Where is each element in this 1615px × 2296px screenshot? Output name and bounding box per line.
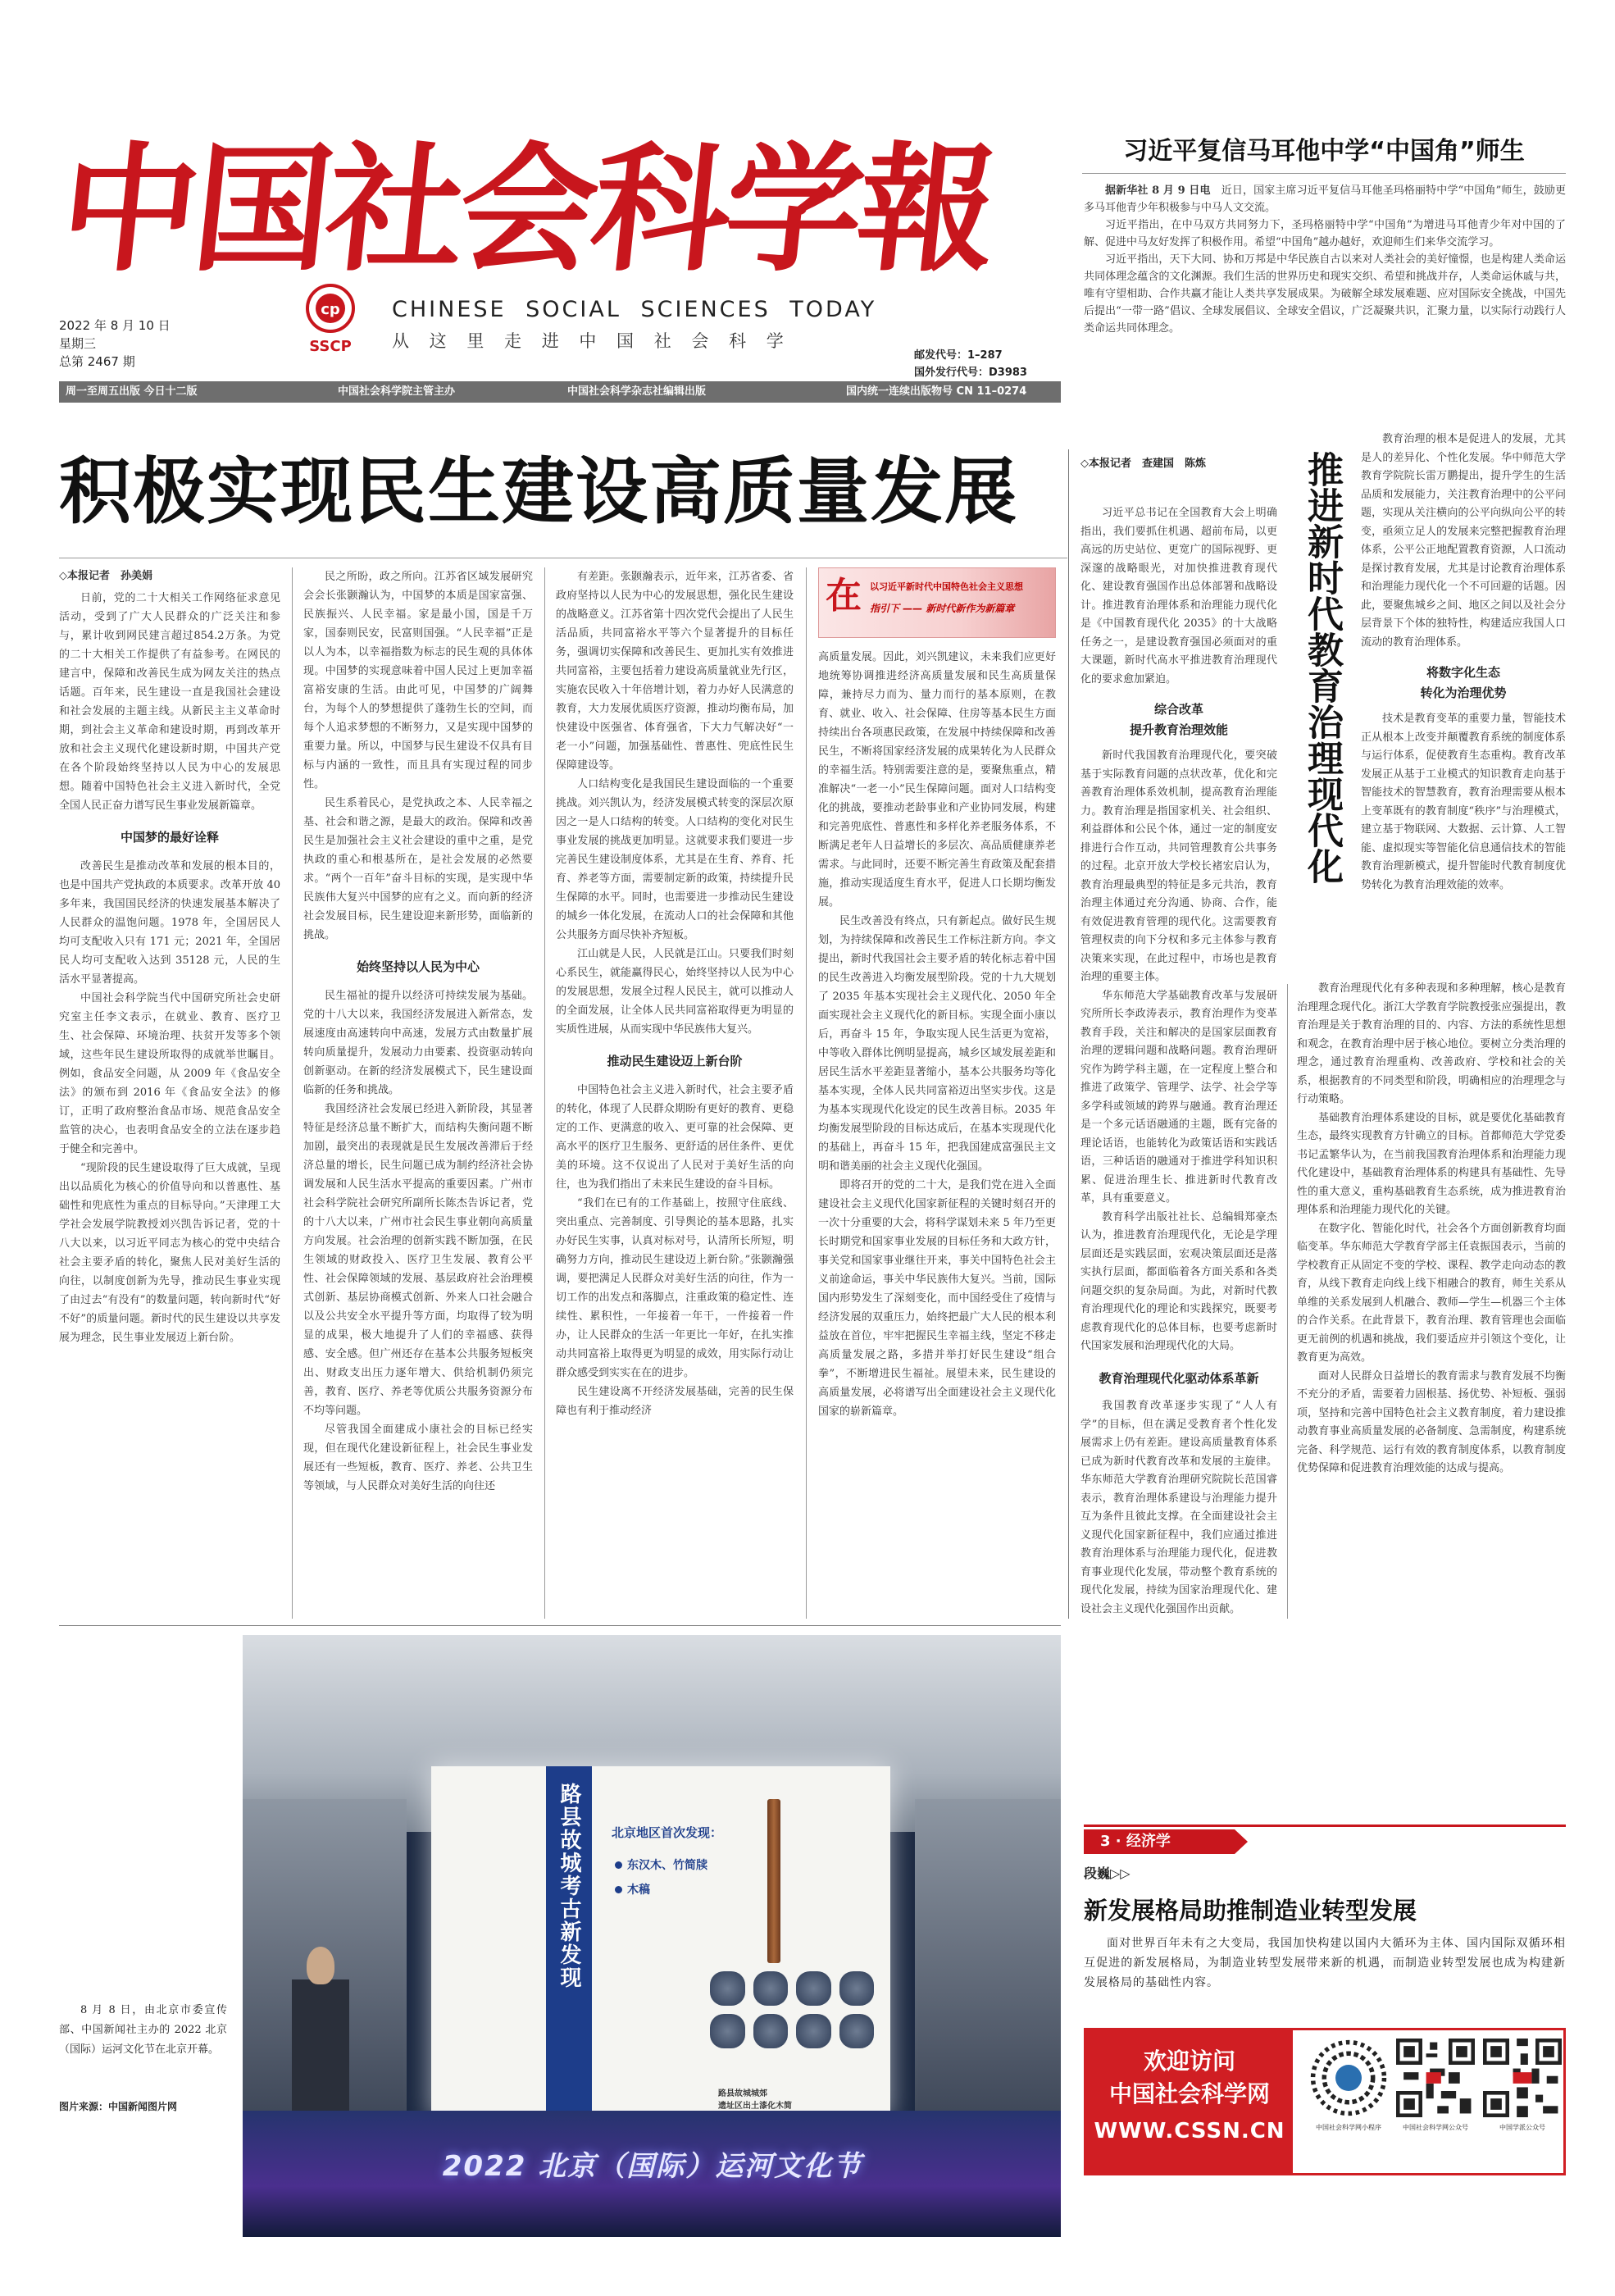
main-subhead-2: 始终坚持以人民为中心: [356, 959, 480, 974]
postal-code: 邮发代号：1–287: [914, 349, 1003, 362]
main-c3e: “我们在已有的工作基础上，按照守住底线、突出重点、完善制度、引导舆论的基本思路，扎实办好民生实事，认真对标对号，认清所长所短，明确努力方向，推动民生建设迈上新台阶。”张颢瀚强调，要把满足人民群众对美好生活的向往，作为一切工作的出发点和落脚点，注重政策的稳定性、连续性、累积性，一年接着一年干，一件接着一件办，让人民群众的生活一年更比一年好，在扎实推动共同富裕上取得更为明显的成效，用实际行动让群众感受到实实在在的进步。: [556, 1197, 794, 1379]
econ-tag-text: 3 · 经济学: [1100, 1833, 1171, 1850]
col-divider: [1287, 984, 1288, 1619]
podium: [292, 1979, 349, 2111]
qr-code-icon: [1396, 2039, 1475, 2117]
main-col-1: [59, 567, 280, 1619]
promo-banner: [818, 567, 1056, 638]
artifact-image: [796, 2014, 831, 2048]
main-subhead-1: 中国梦的最好诠释: [120, 830, 219, 845]
news-photo: [243, 1635, 1061, 2237]
article2-b4: 基础教育治理体系建设的目标，就是要优化基础教育生态，最终实现教育方针确立的目标。首都师范大学党委书记孟繁华认为，在当前我国教育治理体系和治理能力现代化建设中，基础教育治理体系的构建具有基础性、先导性的重大意义，重构基础教育生态系统，成为推进教育治理体系和治理能力现代化的关键。: [1297, 1111, 1566, 1216]
main-byline: ◇本报记者 孙美娟: [59, 570, 152, 582]
main-headline: 积极实现民生建设高质量发展: [59, 449, 1019, 534]
econ-title: 新发展格局助推制造业转型发展: [1084, 1897, 1417, 1925]
col-divider: [544, 567, 545, 1619]
artifact-image: [753, 1971, 789, 2006]
section-divider: [1068, 449, 1069, 1619]
article2-subhead-3b: 转化为治理优势: [1420, 685, 1507, 700]
main-col-3: [556, 567, 794, 1619]
promo-line-1: 以习近平新时代中国特色社会主义思想: [870, 581, 1023, 592]
promo-char: 在: [826, 575, 862, 617]
article2-b6: 面对人民群众日益增长的教育需求与教育发展不均衡不充分的矛盾，需要着力固根基、扬优势、补短板、强弱项，坚持和完善中国特色社会主义教育制度，着力建设推动教育事业高质量发展的必备制度、急需制度，构建系统完备、科学规范、运行有效的教育制度体系，以教育制度优势保障和促进教育治理效能的达成与提高。: [1297, 1369, 1566, 1474]
bullet-dot-icon: [615, 1886, 622, 1893]
stage-screen: [431, 1766, 890, 2119]
board-bullet-1-text: 东汉木、竹简牍: [627, 1859, 707, 1872]
top-bar-schedule: 周一至周五出版 今日十二版: [66, 385, 198, 398]
issue-number: 总第 2467 期: [59, 354, 135, 369]
main-c4a: 高质量发展。因此，刘兴凯建议，未来我们应更好地统筹协调推进经济高质量发展和民生高质量保障，兼持尽力而为、量力而行的基本原则，在教育、就业、收入、社会保障、住房等基本民生方面持续出台各项惠民政策，在发展中持续保障和改善民生，不断将国家经济发展的成果转化为人民群众的幸福生活。特别需要注意的是，要聚焦重点，精准解决“一老一小”民生保障问题。面对人口结构变化的挑战，要推动老龄事业和产业协同发展，构建和完善兜底性、普惠性和多样化养老服务体系，不断满足老年人日益增长的多层次、高品质健康养老需求。与此同时，还要不断完善生育政策及配套措施，推动实现适度生育水平，促进人口长期均衡发展。: [818, 651, 1056, 909]
main-c3d: 中国特色社会主义进入新时代，社会主要矛盾的转化，体现了人民群众期盼有更好的教育、更稳定的工作、更满意的收入、更可靠的社会保障、更高水平的医疗卫生服务、更舒适的居住条件、更优美的环境。这不仅说出了人民对于美好生活的向往，也为我们指出了未来民生建设的奋斗目标。: [556, 1084, 794, 1191]
speaker: [307, 1947, 334, 1984]
photo-caption: 8 月 8 日，由北京市委宣传部、中国新闻社主办的 2022 北京（国际）运河文化节在北京开幕。: [59, 2004, 227, 2056]
promo-line-2: 指引下 —— 新时代新作为新篇章: [870, 603, 1015, 614]
main-subhead-3: 推动民生建设迈上新台阶: [607, 1054, 743, 1068]
article2-byline: ◇本报记者 查建国 陈炼: [1080, 458, 1206, 470]
top-bar-publisher: 中国社会科学杂志社编辑出版: [567, 385, 707, 398]
ad-line-2: 中国社会科学网: [1108, 2080, 1270, 2107]
article2-title: 推进新时代教育治理现代化: [1301, 451, 1343, 884]
econ-tag: [1084, 1824, 1566, 1851]
photo-credit: 图片来源：中国新闻图片网: [59, 2101, 178, 2112]
top-story-p2: 习近平指出，在中马双方共同努力下，圣玛格丽特中学“中国角”为增进马耳他青少年对中国的了解、促进中马友好发挥了积极作用。希望“中国角”越办越好，欢迎师生们来华交流学习。: [1084, 219, 1566, 248]
econ-section: 段巍▷▷: [1084, 1866, 1130, 1881]
artifact-image: [796, 1971, 831, 2006]
ad-red-block: [1086, 2030, 1293, 2173]
article2-a3: 华东师范大学基础教育改革与发展研究所所长李政涛表示，教育治理作为变革教育手段，关注和解决的是国家层面教育治理的逻辑问题和战略问题。教育治理研究作为跨学科主题，在一定程度上整合和推进了政策学、管理学、法学、社会学等多学科或领域的跨界与融通。教育治理还是一个多元话语融通的主题，既有完备的理论话语，也能转化为政策话语和实践话语，三种话语的融通对于推进学科知识积累、促进治理生长、推进新时代教育改革，具有重要意义。: [1080, 989, 1277, 1205]
main-c2b: 民生系着民心，是党执政之本、人民幸福之基、社会和谐之源，是最大的政治。保障和改善民生是加强社会主义社会建设的重中之重，是党执政的重心和根基所在，是社会发展的必然要求。“两个一百年”奋斗目标的实现，是实现中华民族伟大复兴中国梦的应有之义。而向新的经济社会发展目标，民生建设迎来新形势，面临新的挑战。: [303, 797, 533, 941]
econ-summary: 面对世界百年未有之大变局，我国加快构建以国内大循环为主体、国内国际双循环相互促进的新发展格局，为制造业转型发展带来新的机遇，而制造业转型发展也成为构建新发展格局的基础性内容。: [1084, 1937, 1566, 1989]
col-divider: [292, 567, 293, 1619]
board-title: 北京地区首次发现：: [612, 1825, 723, 1840]
sscp-emblem-icon: [302, 283, 359, 334]
artifact-image: [839, 2014, 875, 2048]
article2-subhead-1b: 提升教育治理效能: [1129, 722, 1228, 737]
artifact-image: [710, 1971, 745, 2006]
article2-b1: 教育治理的根本是促进人的发展，尤其是人的差异化、个性化发展。华中师范大学教育学院院长雷万鹏提出，提升学生的生活品质和发展能力，关注教育治理中的公平问题，实现从关注横向的公平向纵向公平的转变，亟须立足人的发展来完整把握教育治理体系，公平公正地配置教育资源，人口流动是探讨教育发展，尤其是讨论教育治理体系和治理能力现代化一个不可回避的话题。因此，要聚焦城乡之间、地区之间以及社会分层背景下个体的独特性，构建适应我国人口流动的教育治理体系。: [1361, 433, 1566, 649]
qr-cssn-official[interactable]: [1396, 2039, 1475, 2132]
article2-b2: 技术是教育变革的重要力量，智能技术正从根本上改变并颠覆教育系统的制度体系与运行体系，促使教育生态重构。教育改革发展正从基于工业模式的知识教育走向基于智能技术的智慧教育，教育治理需要从根本上变革既有的教育制度“秩序”与治理模式，建立基于物联网、大数据、云计算、人工智能、虚拟现实等智能化信息通信技术的智能教育治理新模式，提升智能时代教育制度优势转化为教育治理效能的效率。: [1361, 713, 1566, 891]
main-c3c: 江山就是人民，人民就是江山。只要我们时刻心系民生，就能赢得民心，始终坚持以人民为中心的发展思想，发展全过程人民民主，就可以推动人的全面发展，让全体人民共同富裕取得更为明显的实质性进展，从而实现中华民族伟大复兴。: [556, 948, 794, 1036]
article2-a2: 新时代我国教育治理现代化，要突破基于实际教育问题的点状改革，优化和完善教育治理体系效机制，提高教育治理能力。教育治理是指国家机关、社会组织、利益群体和公民个体，通过一定的制度安排进行合作互动，共同管理教育公共事务的过程。北京开放大学校长褚宏启认为，教育治理最典型的特征是多元共治，教育治理主体通过充分沟通、协商、合作，能有效促进教育管理的现代化。这需要教育管理权责的向下分权和多元主体参与教育决策来实现，在此过程中，市场也是教育治理的重要主体。: [1080, 749, 1277, 983]
main-c1a: 日前，党的二十大相关工作网络征求意见活动，受到了广大人民群众的广泛关注和参与，累计收到网民建言超过854.2万条。为党的二十大相关工作提供了有益参考。在网民的建言中，保障和改善民生成为网友关注的热点话题。百年来，民生建设一直是我国社会建设和社会发展的主题主线。从新民主主义革命时期，到社会主义革命和建设时期，再到改革开放和社会主义现代化建设新时期，中国共产党在各个阶段始终坚持以人民为中心的发展思想。随着中国特色社会主义进入新时代，全党全国人民正奋力谱写民生事业发展新篇章。: [59, 592, 280, 812]
wooden-slip: [767, 1799, 780, 1963]
main-c1b: 改善民生是推动改革和发展的根本目的，也是中国共产党执政的本质要求。改革开放 40 多年来，我国国民经济的快速发展基本解决了人民群众的温饱问题。1978 年，全国居民人均可支配收入只有 171 元；2021 年，全国居民人均可支配收入达到 35128 元，人民的生活水平显著提高。: [59, 860, 280, 986]
article2-a4: 教育科学出版社社长、总编辑郑豪杰认为，推进教育治理现代化，无论是学理层面还是实践层面，宏观决策层面还是落实执行层面，都面临着各方面关系和各类问题交织的复杂局面。为此，对新时代教育治理现代化的理论和实践探究，既要考虑教育现代化的总体目标，也要考虑新时代国家发展和治理现代化的大局。: [1080, 1210, 1277, 1352]
article2-subhead-3a: 将数字化生态: [1426, 665, 1500, 680]
main-col-4: [818, 648, 1056, 1619]
col-divider: [806, 567, 807, 1619]
bullet-dot-icon: [615, 1861, 622, 1869]
article2-a1: 习近平总书记在全国教育大会上明确指出，我们要抓住机遇、超前布局，以更高远的历史站位、更宽广的国际视野、更深邃的战略眼光，对加快推进教育现代化、建设教育强国作出总体部署和战略设计。推进教育治理体系和治理能力现代化是《中国教育现代化 2035》的十大战略任务之一，是建设教育强国必须面对的重大课题，新时代高水平推进教育治理现代化的要求愈加紧迫。: [1080, 507, 1277, 686]
main-c2d: 我国经济社会发展已经进入新阶段，其显著特征是经济总量不断扩大，而结构失衡问题不断加剧，最突出的表现就是民生发展改善滞后于经济总量的增长，民生问题已成为制约经济社会协调发展和人民生活水平提高的重要因素。广州市社会科学院社会研究所副所长陈杰告诉记者，党的十八大以来，广州市社会民生事业朝向高质量方向发展。社会治理的创新实践不断加强，在民生领域的财政投入、医疗卫生发展、教育公平性、社会保障领域的发展、基层政府社会治理模式创新、基层协商模式创新、外来人口社会融合以及公共安全水平提升等方面，均取得了较为明显的成果，极大地提升了人们的幸福感、获得感、安全感。但广州还存在基本公共服务短板突出、财政支出压力逐年增大、供给机制仍须完善，教育、医疗、养老等优质公共服务资源分布不均等问题。: [303, 1103, 533, 1417]
issue-date: 2022 年 8 月 10 日: [59, 318, 171, 333]
main-c1c: 中国社会科学院当代中国研究所社会史研究室主任李文表示，在就业、教育、医疗卫生、社会保障、环境治理、扶贫开发等多个领域，这些年民生建设所取得的成就举世瞩目。例如，食品安全问题，从 2009 年《食品安全法》的颁布到 2016 年《食品安全法》的修订，正明了政府整治食品市场、规范食品安全监管的决心，也表明食品安全的立法在逐步趋于健全和完善中。: [59, 992, 280, 1155]
qr-miniprogram[interactable]: [1309, 2039, 1388, 2132]
main-c3b: 人口结构变化是我国民生建设面临的一个重要挑战。刘兴凯认为，经济发展模式转变的深层次原因之一是人口结构的转变。人口结构的变化对民生事业发展的挑战更加明显。这就要求我们要进一步完善民生建设制度体系，尤其是在生育、养育、托育、养老等方面，需要制定新的政策，持续提升民生保障的水平。同时，也需要进一步推动民生建设的城乡一体化发展，在流动人口的社会保障和其他公共服务方面尽快补齐短板。: [556, 778, 794, 941]
qr-code-icon: [1483, 2039, 1562, 2117]
article2-col-2a: [1361, 430, 1566, 976]
ad-url[interactable]: WWW.CSSN.CN: [1094, 2119, 1285, 2143]
main-c3f: 民生建设离不开经济发展基础，完善的民生保障也有利于推动经济: [556, 1386, 794, 1417]
case-caption-2: 遗址区出土漆化木简: [718, 2102, 792, 2111]
case-caption-1: 路县故城城郊: [718, 2089, 767, 2098]
article2-b5: 在数字化、智能化时代，社会各个方面创新教育均面临变革。华东师范大学教育学部主任袁振国表示，当前的学校教育正从固定不变的学校、课程、教学走向动态的教育，从线下教育走向线上线下相融合的教育，师生关系从单维的关系发展到人机融合、教师—学生—机器三个主体的合作关系。在此背景下，教育治理、教育管理也会面临更无前例的机遇和挑战，我们要适应并引领这个变化，让教育更为高效。: [1297, 1222, 1566, 1364]
cssn-ad[interactable]: [1084, 2028, 1566, 2175]
board-bullet-1: [615, 1856, 707, 1873]
top-story-title: 习近平复信马耳他中学“中国角”师生: [1082, 135, 1566, 174]
sscp-logo-text: SSCP: [309, 338, 352, 355]
ad-line-1: 欢迎访问: [1143, 2048, 1235, 2075]
artifact-image: [710, 2014, 745, 2048]
article2-col-2b: [1297, 980, 1566, 1619]
main-c4b: 民生改善没有终点，只有新起点。做好民生规划，为持续保障和改善民生工作标注新方向。李文提出，新时代我国社会主要矛盾的转化标志着中国的民生改善进入均衡发展型阶段。党的十九大规划了 2035 年基本实现社会主义现代化、2050 年全面实现社会主义现代化的新目标。实现全面小康以后，再奋斗 15 年，争取实现人民生活更为宽裕，中等收入群体比例明显提高，城乡区域发展差距和居民生活水平差距显著缩小，基本公共服务均等化基本实现，全体人民共同富裕迈出坚实步伐。这是为基本实现现代化设定的民生改善目标。2035 年均衡发展型阶段的目标达成后，在基本实现现代化的基础上，再奋斗 15 年，把我国建成富强民主文明和谐美丽的社会主义现代化强国。: [818, 915, 1056, 1173]
article2-col-1: [1080, 504, 1277, 1619]
top-bar-sponsor: 中国社会科学院主管主办: [338, 385, 456, 398]
top-story-lead: 据新华社 8 月 9 日电: [1105, 184, 1211, 197]
main-c2c: 民生福祉的提升以经济可持续发展为基础。党的十八大以来，我国经济发展进入新常态，发展速度由高速转向中高速，发展方式由数量扩展转向质量提升，发展动力由要素、投资驱动转向创新驱动。在新的经济发展模式下，民生建设面临新的任务和挑战。: [303, 990, 533, 1096]
top-bar: [59, 381, 1061, 403]
photo-divider: [59, 1625, 1061, 1626]
qr-miniprogram-label: 中国社会科学网小程序: [1316, 2124, 1381, 2131]
banner-vertical-text: 路县故城考古新发现: [557, 1783, 581, 1989]
main-c2e: 尽管我国全面建成小康社会的目标已经实现，但在现代化建设新征程上，社会民生事业发展还有一些短板，教育、医疗、养老、公共卫生等领域，与人民群众对美好生活的向往还: [303, 1424, 533, 1492]
board-bullet-2-text: 木稿: [627, 1884, 650, 1897]
article2-subhead-2: 教育治理现代化驱动体系革新: [1099, 1370, 1259, 1386]
main-c1d: “现阶段的民生建设取得了巨大成就，呈现出以品质化为核心的价值导向和以普惠性、基础性和兜底性为重点的目标导向。”天津理工大学社会发展学院教授刘兴凯告诉记者，党的十八大以来，以习近平同志为核心的党中央结合社会主要矛盾的转化，聚焦人民对美好生活的向往，以制度创新为先导，推动民生事业实现了由过去“有没有”的数量问题，转向新时代“好不好”的质量问题。新时代的民生建设以共享发展为理念，民生事业发展迈上新台阶。: [59, 1162, 280, 1344]
top-story-body: [1084, 182, 1566, 397]
top-bar-cn-number: 国内统一连续出版物号 CN 11–0274: [846, 385, 1027, 398]
masthead-slogan: 从 这 里 走 进 中 国 社 会 科 学: [392, 331, 791, 351]
masthead-title: 中国社会科学報: [52, 128, 1000, 290]
artifact-image: [839, 1971, 875, 2006]
qr-chinese-school[interactable]: [1483, 2039, 1562, 2132]
sscp-logo: [302, 283, 359, 357]
foreign-code: 国外发行代号：D3983: [914, 367, 1027, 379]
qr-chinese-school-label: 中国学派公众号: [1499, 2124, 1545, 2131]
svg-text:cp: cp: [321, 301, 340, 318]
issue-weekday: 星期三: [59, 336, 97, 351]
artifact-grid: [710, 1971, 874, 2086]
main-c3a: 有差距。张颢瀚表示，近年来，江苏省委、省政府坚持以人民为中心的发展思想，强化民生建设的战略意义。江苏省第十四次党代会提出了人民生活品质，共同富裕水平等六个显著提升的目标任务，强调切实保障和改善民生、更加扎实有效推进共同富裕，主要包括着力建设高质量就业先行区，实施农民收入十年倍增计划，着力办好人民满意的教育，大力发展优质医疗资源，推动均衡布局，加快建设中医强省、体育强省，下大力气解决好“一老一小”问题，加强基础性、普惠性、兜底性民生保障建设等。: [556, 571, 794, 772]
qr-cssn-official-label: 中国社会科学网公众号: [1403, 2124, 1468, 2131]
artifact-image: [753, 2014, 789, 2048]
article2-a5: 我国教育改革逐步实现了“人人有学”的目标，但在满足受教育者个性化发展需求上仍有差距。建设高质量教育体系已成为新时代教育改革和发展的主旋律。华东师范大学教育治理研究院院长范国睿表示，教育治理体系建设与治理能力提升互为条件且彼此支撑。在全面建设社会主义现代化国家新征程中，我们应通过推进教育治理体系与治理能力现代化，促进教育事业现代化发展，带动整个教育系统的现代化发展，持续为国家治理现代化、建设社会主义现代化强国作出贡献。: [1080, 1400, 1277, 1615]
main-col-2: [303, 567, 533, 1619]
hall-wall-right: [915, 1799, 1061, 2111]
main-c4c: 即将召开的党的二十大，是我们党在进入全面建设社会主义现代化国家新征程的关键时刻召开的一次十分重要的大会，将科学谋划未来 5 年乃至更长时期党和国家事业发展的目标任务和大政方针，事关党和国家事业继往开来，事关中国特色社会主义前途命运，事关中华民族伟大复兴。当前，国际国内形势发生了深刻变化，而中国经受住了疫情与经济发展的双重压力，始终把最广大人民的根本利益放在首位，牢牢把握民生幸福主线，坚定不移走高质量发展之路，多措并举打好民生建设“组合拳”，不断增进民生福祉。展望未来，民生建设的高质量发展，必将谱写出全面建设社会主义现代化国家的崭新篇章。: [818, 1179, 1056, 1418]
main-c2a: 民之所盼，政之所向。江苏省区域发展研究会会长张颢瀚认为，中国梦的本质是国家富强、民族振兴、人民幸福。家是最小国，国是千万家，国泰则民安，民富则国强。“人民幸福”正是以人为本，以幸福指数为标志的民生观的具体体现。中国梦的实现意味着中国人民过上更加幸福富裕安康的生活。由此可见，中国梦的广阔舞台，为每个人的梦想提供了蓬勃生长的空间，而每个人追求梦想的不断努力，又是实现中国梦的重要力量。所以，中国梦与民生建设不仅具有目标与内涵的一致性，而且具有实现过程的同步性。: [303, 571, 533, 790]
qr-code-icon: [1309, 2039, 1388, 2117]
masthead-english-name: CHINESE SOCIAL SCIENCES TODAY: [392, 297, 877, 322]
top-story-p3: 习近平指出，天下大同、协和万邦是中华民族自古以来对人类社会的美好憧憬，也是构建人类命运共同体理念蕴含的文化渊源。我们生活的世界历史和现实交织、希望和挑战并存，人类命运休戚与共，唯有守望相助、合作共赢才能让人类共享发展成果。为破解全球发展难题、应对国际安全挑战，中国先后提出“一带一路”倡议、全球发展倡议、全球安全倡议，广泛凝聚共识，汇聚力量，以实际行动践行人类命运共同体理念。: [1084, 253, 1566, 335]
stage-text: 2022 北京（国际）运河文化节: [442, 2150, 863, 2183]
article2-subhead-1a: 综合改革: [1153, 702, 1203, 717]
article2-b3: 教育治理现代化有多种表现和多种理解，核心是教育治理理念现代化。浙江大学教育学院教授张应强提出，教育治理是关于教育治理的目的、内容、方法的系统性思想和观念，在教育治理中居于核心地位。要树立分类治理的理念，通过教育治理重构、改善政府、学校和社会的关系，根据教育的不同类型和阶段，明确相应的治理理念与行动策略。: [1297, 982, 1566, 1105]
top-story-p1: 近日，国家主席习近平复信马耳他圣玛格丽特中学“中国角”师生，鼓励更多马耳他青少年积极参与中马人文交流。: [1084, 184, 1566, 214]
board-bullet-2: [615, 1881, 650, 1897]
